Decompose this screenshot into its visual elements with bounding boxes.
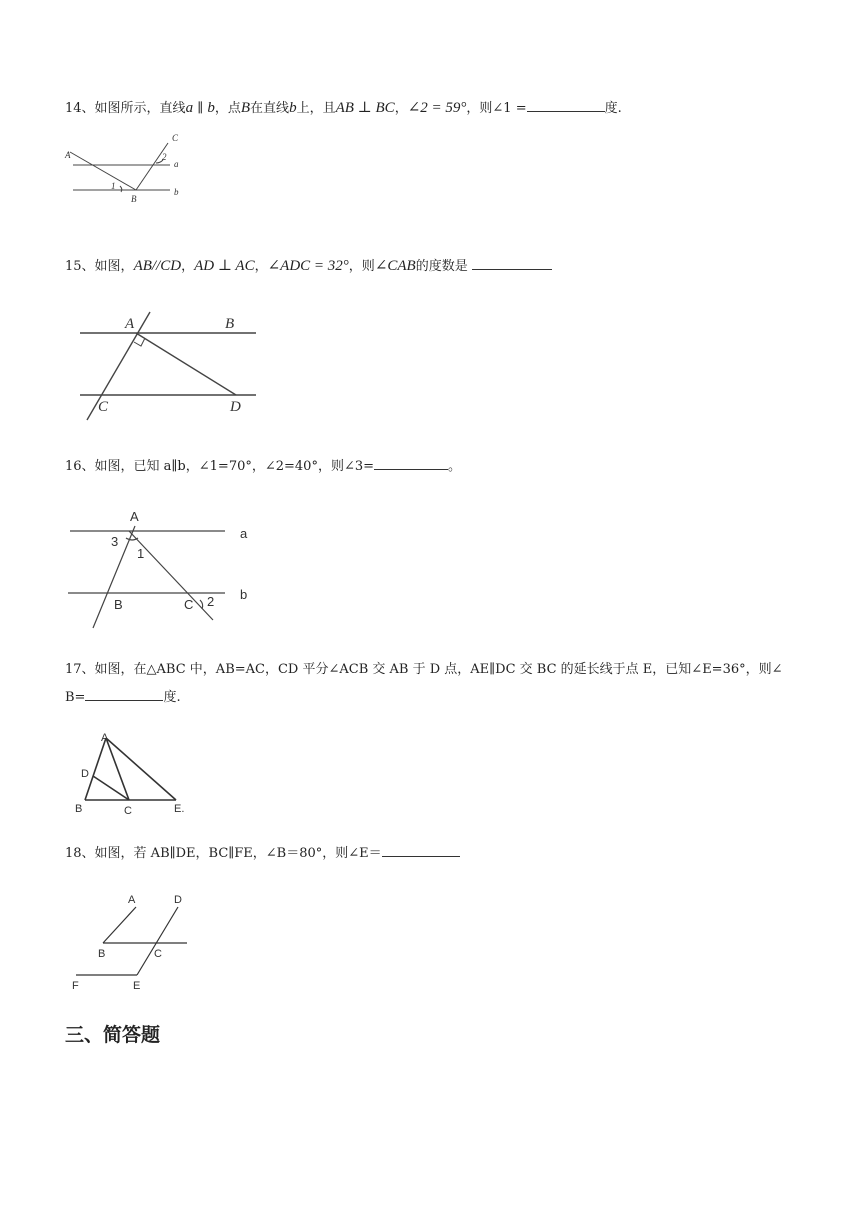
question-14: 14、如图所示，直线a ∥ b，点B在直线b上，且AB ⊥ BC，∠2 = 59°，则∠1 = 度. (65, 94, 622, 123)
figure-point-label: 1 (111, 181, 116, 191)
figure-point-label: A (125, 316, 135, 332)
figure-line (87, 312, 150, 420)
figure-point-label: B (114, 597, 123, 612)
figure-line (106, 738, 176, 800)
question-number: 18、 (65, 846, 95, 861)
figure-line (156, 160, 163, 163)
figure-point-label: B (225, 316, 235, 332)
figure-point-label: B (131, 194, 137, 204)
figure-point-label: 2 (207, 594, 215, 609)
figure-point-label: A (65, 150, 71, 160)
figure-point-label: A (101, 732, 109, 744)
figure-line (85, 738, 106, 800)
answer-blank[interactable] (472, 255, 552, 270)
question-17-line-2: B= 度. (65, 684, 181, 712)
section-title: 三、简答题 (65, 1024, 161, 1046)
figure-point-label: C (172, 133, 179, 143)
figure-line (120, 186, 122, 192)
answer-blank[interactable] (85, 686, 163, 701)
figure-point-label: D (174, 894, 182, 906)
figure-point-label: 2 (162, 152, 167, 162)
figure-line (70, 152, 136, 190)
question-17: 17、如图，在△ABC 中，AB=AC，CD 平分∠ACB 交 AB 于 D 点，AE∥DC 交 BC 的延长线于点 E，已知∠E=36°，则∠ (65, 662, 783, 677)
question-number: 14、 (65, 101, 95, 116)
figure-line (137, 907, 178, 975)
question-18: 18、如图，若 AB∥DE，BC∥FE，∠B＝80°，则∠E＝ (65, 840, 460, 868)
figure-point-label: C (184, 597, 194, 612)
figure-point-label: E (133, 980, 141, 992)
figure-line (93, 776, 129, 800)
figure-line (136, 333, 236, 395)
figure-point-label: a (240, 526, 248, 541)
figure-point-label: E. (174, 803, 185, 815)
figure-point-label: 3 (111, 534, 119, 549)
figure-point-label: b (240, 587, 248, 602)
given-angle: ∠2 = 59° (407, 100, 467, 116)
figure-point-label: 1 (137, 546, 145, 561)
figure-point-label: B (98, 948, 106, 960)
answer-blank[interactable] (382, 842, 460, 857)
figure-point-label: A (130, 509, 139, 524)
figure-line (136, 143, 168, 190)
figure-point-label: D (81, 768, 89, 780)
figure-line (93, 526, 135, 628)
figure-line (129, 531, 213, 620)
figure-point-label: A (128, 894, 136, 906)
perpendicular-relation: AB ⊥ BC (335, 100, 395, 116)
figure-point-label: F (72, 980, 79, 992)
figure-point-label: C (124, 805, 132, 817)
answer-blank[interactable] (527, 97, 605, 112)
figure-line (106, 738, 129, 800)
figure-point-label: D (230, 399, 241, 415)
question-number: 17、 (65, 662, 95, 677)
figure-line (103, 907, 136, 943)
figure-line (200, 600, 203, 609)
figure-point-label: C (98, 399, 109, 415)
figure-line (134, 338, 145, 346)
figure-point-label: C (154, 948, 162, 960)
question-number: 16、 (65, 459, 95, 474)
question-number: 15、 (65, 259, 95, 274)
figure-point-label: a (174, 159, 179, 169)
figure-point-label: B (75, 803, 83, 815)
figure-line (126, 538, 138, 540)
question-16: 16、如图，已知 a∥b，∠1=70°，∠2=40°，则∠3= 。 (65, 453, 461, 481)
figure-point-label: b (174, 187, 179, 197)
answer-blank[interactable] (374, 455, 448, 470)
question-15: 15、如图，AB//CD，AD ⊥ AC，∠ADC = 32°，则∠CAB的度数是 (65, 252, 552, 281)
